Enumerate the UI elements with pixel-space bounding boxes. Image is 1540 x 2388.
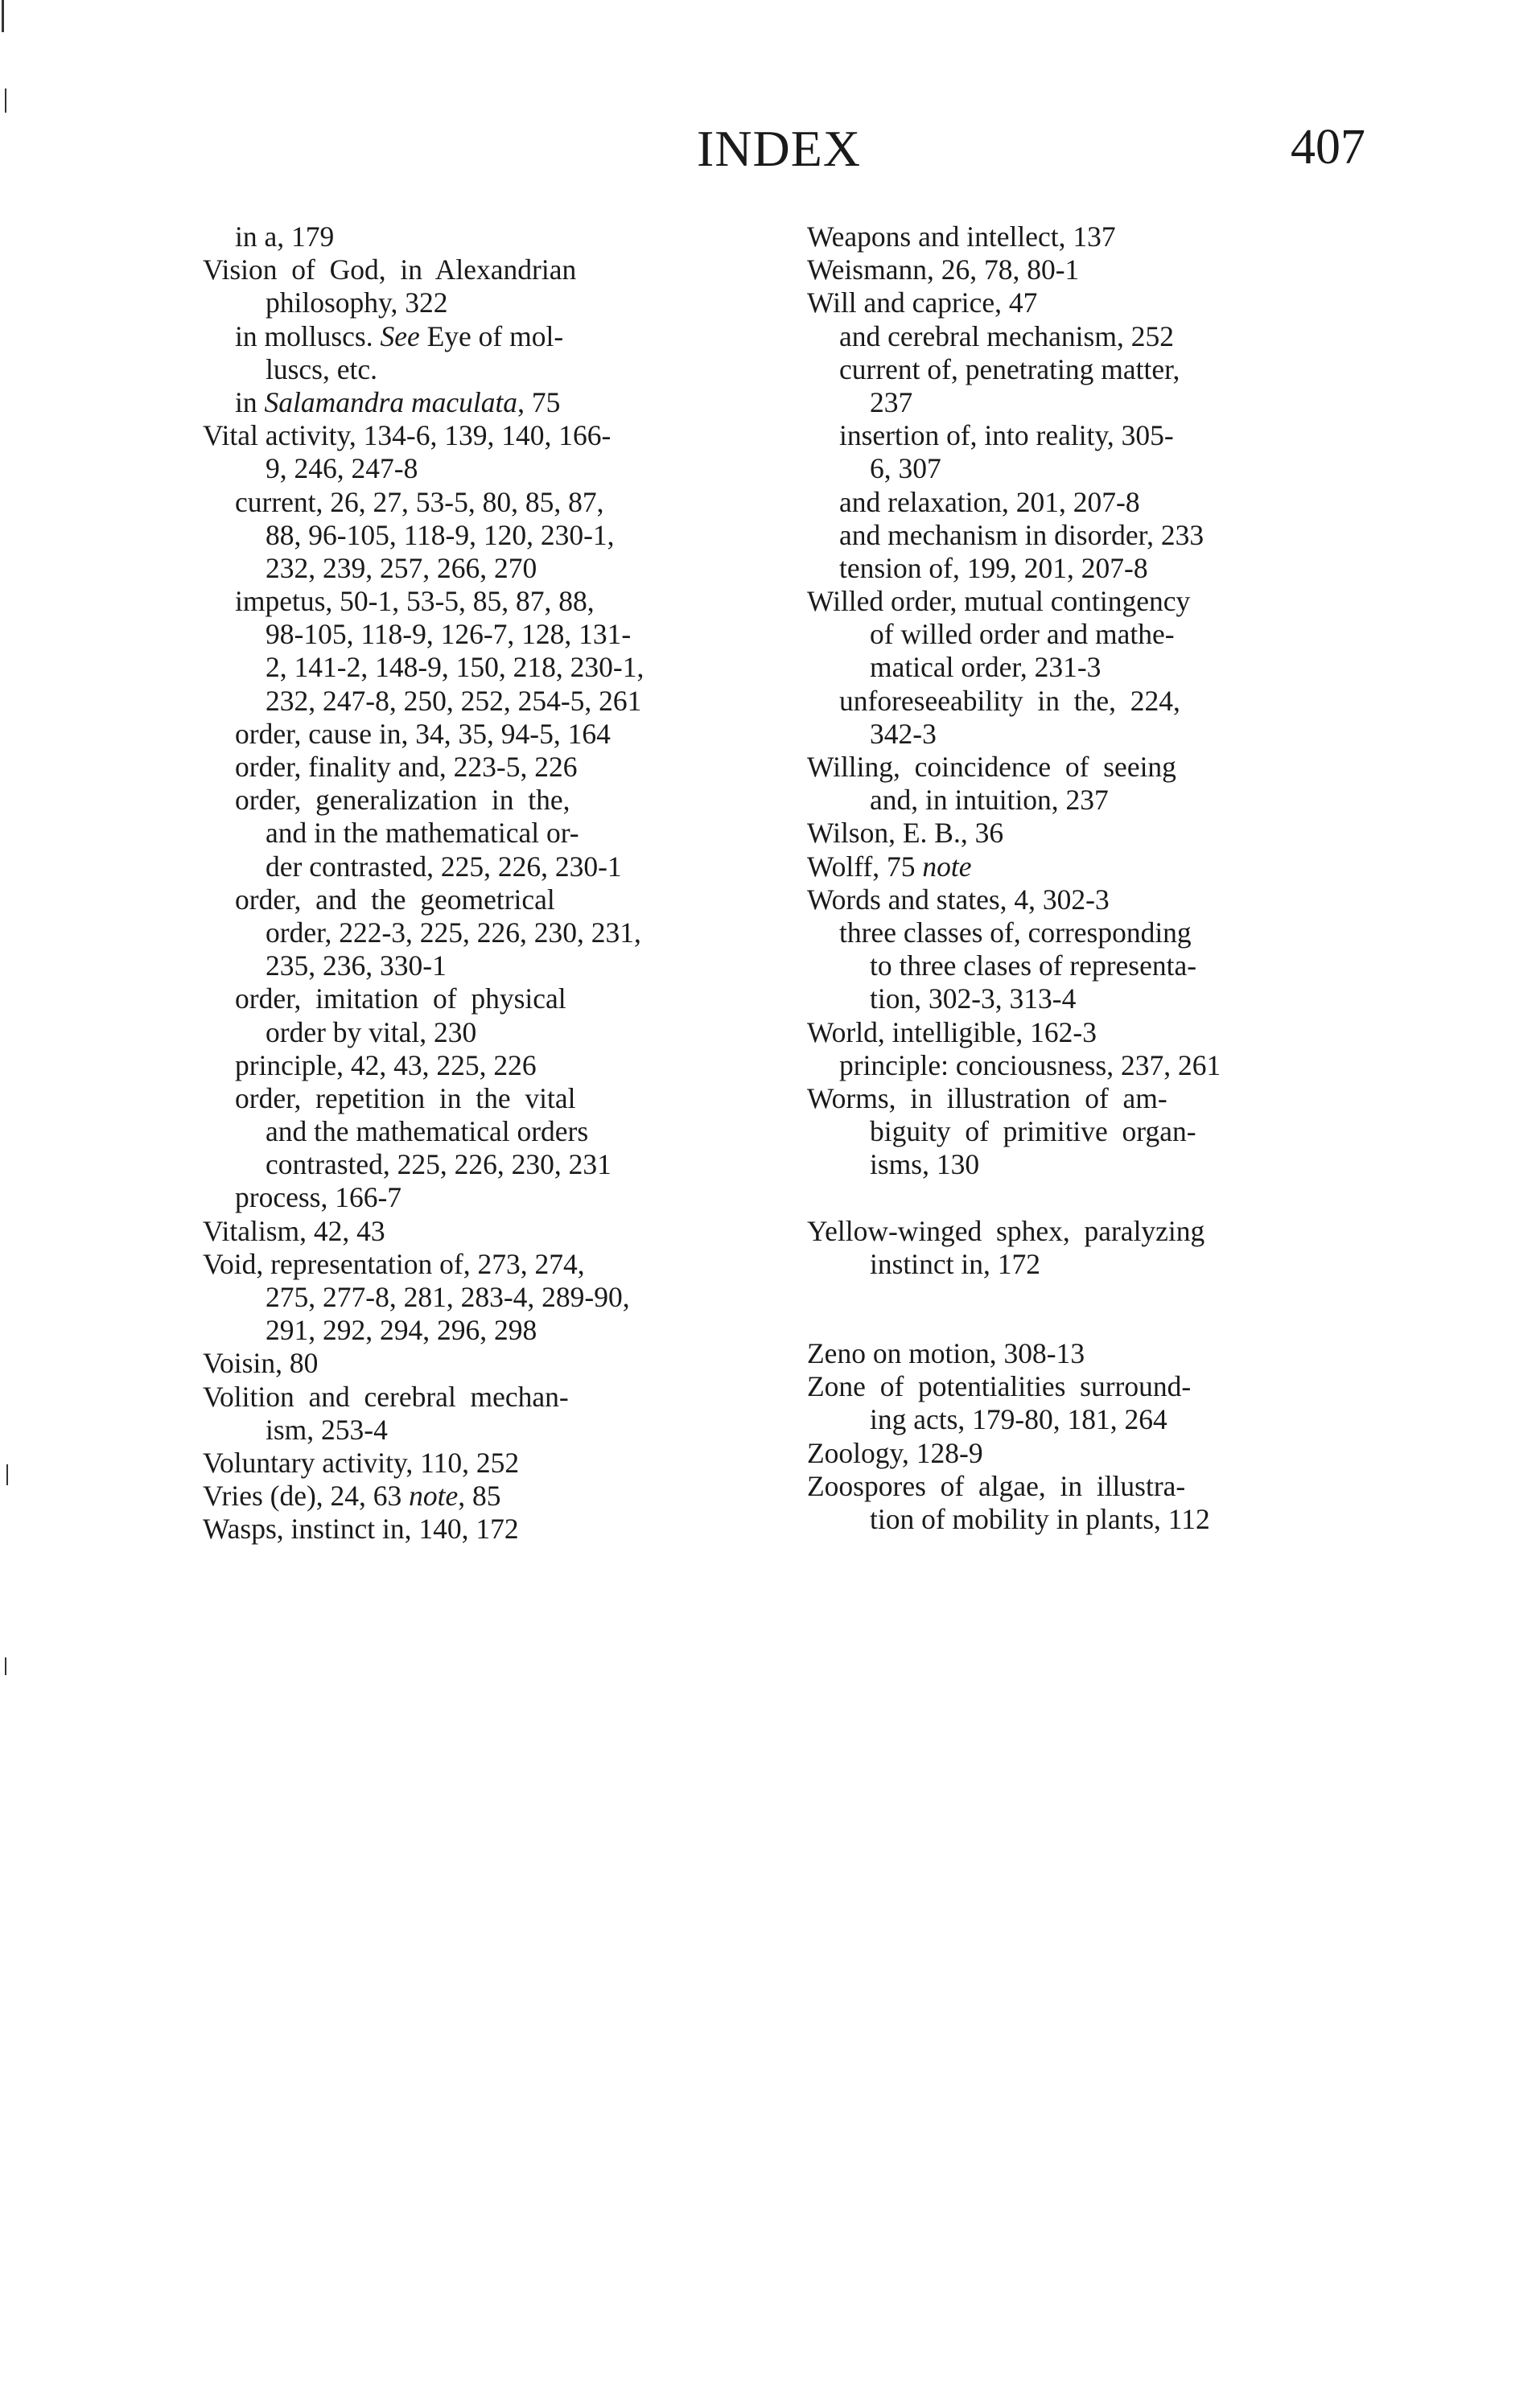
index-entry: Zoology, 128-9 — [807, 1436, 983, 1469]
index-continuation: 291, 292, 294, 296, 298 — [266, 1314, 537, 1347]
index-continuation: and the mathematical orders — [266, 1115, 589, 1148]
index-entry: Volition and cerebral mechan- — [203, 1380, 569, 1413]
index-entry: Zoospores of algae, in illustra- — [807, 1469, 1186, 1502]
index-continuation: 342-3 — [870, 717, 937, 750]
index-continuation: tion of mobility in plants, 112 — [870, 1502, 1210, 1535]
index-entry: Voluntary activity, 110, 252 — [203, 1446, 520, 1479]
index-subentry: current of, penetrating matter, — [839, 352, 1180, 385]
index-subentry: unforeseeability in the, 224, — [839, 684, 1180, 717]
index-subentry: order, finality and, 223-5, 226 — [235, 751, 578, 783]
index-entry: Willing, coincidence of seeing — [807, 751, 1176, 783]
index-entry: Wolff, 75 note — [807, 850, 972, 883]
index-continuation: ing acts, 179-80, 181, 264 — [870, 1403, 1167, 1436]
index-continuation: 6, 307 — [870, 452, 941, 485]
index-continuation: 275, 277-8, 281, 283-4, 289-90, — [266, 1281, 630, 1313]
index-continuation: and, in intuition, 237 — [870, 784, 1109, 817]
scan-edge-mark — [6, 1464, 8, 1485]
index-continuation: isms, 130 — [870, 1148, 980, 1181]
index-entry: Willed order, mutual contingency — [807, 585, 1191, 618]
index-subentry: order, generalization in the, — [235, 784, 570, 817]
index-entry: Words and states, 4, 302-3 — [807, 883, 1110, 916]
index-entry: World, intelligible, 162-3 — [807, 1015, 1097, 1048]
index-entry: Voisin, 80 — [203, 1347, 319, 1380]
index-continuation: 88, 96-105, 118-9, 120, 230-1, — [266, 518, 615, 551]
index-subentry: order, cause in, 34, 35, 94-5, 164 — [235, 717, 611, 750]
index-entry: Yellow-winged sphex, paralyzing — [807, 1214, 1205, 1247]
scan-edge-mark — [2, 0, 4, 32]
index-continuation: order by vital, 230 — [266, 1015, 477, 1048]
index-continuation: 232, 247-8, 250, 252, 254-5, 261 — [266, 684, 642, 717]
index-entry: Wilson, E. B., 36 — [807, 817, 1004, 850]
page-title: INDEX — [697, 120, 862, 177]
index-subentry: impetus, 50-1, 53-5, 85, 87, 88, — [235, 585, 595, 618]
index-subentry: principle, 42, 43, 225, 226 — [235, 1048, 537, 1081]
scan-edge-mark — [5, 1657, 6, 1675]
index-subentry: order, and the geometrical — [235, 883, 555, 916]
index-entry: Weapons and intellect, 137 — [807, 220, 1116, 253]
index-entry: Vital activity, 134-6, 139, 140, 166- — [203, 419, 611, 452]
index-subentry: in Salamandra maculata, 75 — [235, 385, 561, 418]
index-entry: Vitalism, 42, 43 — [203, 1214, 385, 1247]
index-continuation: contrasted, 225, 226, 230, 231 — [266, 1148, 611, 1181]
index-subentry: process, 166-7 — [235, 1181, 402, 1214]
index-continuation: 237 — [870, 385, 913, 418]
index-subentry: three classes of, corresponding — [839, 916, 1192, 949]
index-continuation: 9, 246, 247-8 — [266, 452, 418, 485]
index-continuation: biguity of primitive organ- — [870, 1115, 1196, 1148]
index-entry: Weismann, 26, 78, 80-1 — [807, 253, 1080, 286]
index-subentry: and cerebral mechanism, 252 — [839, 319, 1174, 352]
index-subentry: order, repetition in the vital — [235, 1081, 576, 1114]
index-entry: Will and caprice, 47 — [807, 286, 1038, 319]
index-entry: Wasps, instinct in, 140, 172 — [203, 1513, 519, 1546]
index-subentry: tension of, 199, 201, 207-8 — [839, 551, 1148, 584]
index-subentry: insertion of, into reality, 305- — [839, 419, 1174, 452]
index-continuation: luscs, etc. — [266, 352, 378, 385]
index-entry: Vries (de), 24, 63 note, 85 — [203, 1480, 501, 1513]
index-continuation: of willed order and mathe- — [870, 618, 1175, 651]
index-entry: Vision of God, in Alexandrian — [203, 253, 577, 286]
index-continuation: 235, 236, 330-1 — [266, 949, 447, 982]
scan-edge-mark — [5, 89, 6, 113]
index-continuation: ism, 253-4 — [266, 1413, 388, 1446]
index-continuation: 2, 141-2, 148-9, 150, 218, 230-1, — [266, 651, 644, 684]
index-entry: Void, representation of, 273, 274, — [203, 1247, 585, 1280]
index-continuation: philosophy, 322 — [266, 286, 448, 319]
index-continuation: tion, 302-3, 313-4 — [870, 982, 1077, 1015]
index-subentry: and mechanism in disorder, 233 — [839, 518, 1204, 551]
index-continuation: to three clases of representa- — [870, 949, 1197, 982]
index-column-right — [807, 220, 1386, 1536]
index-subentry: current, 26, 27, 53-5, 80, 85, 87, — [235, 485, 604, 518]
index-continuation: and in the mathematical or- — [266, 817, 579, 850]
index-continuation: matical order, 231-3 — [870, 651, 1101, 684]
index-continuation: 98-105, 118-9, 126-7, 128, 131- — [266, 618, 632, 651]
index-subentry: in a, 179 — [235, 220, 335, 253]
index-entry: Zeno on motion, 308-13 — [807, 1337, 1085, 1369]
index-entry: Zone of potentialities surround- — [807, 1370, 1192, 1403]
index-continuation: order, 222-3, 225, 226, 230, 231, — [266, 916, 641, 949]
page-number: 407 — [1291, 120, 1365, 175]
index-subentry: in molluscs. See Eye of mol- — [235, 319, 564, 352]
index-column-left — [203, 220, 766, 1546]
index-continuation: 232, 239, 257, 266, 270 — [266, 551, 537, 584]
index-subentry: principle: conciousness, 237, 261 — [839, 1048, 1221, 1081]
index-entry: Worms, in illustration of am- — [807, 1081, 1167, 1114]
section-gap — [807, 1281, 1386, 1337]
index-subentry: and relaxation, 201, 207-8 — [839, 485, 1140, 518]
index-continuation: instinct in, 172 — [870, 1247, 1041, 1280]
index-subentry: order, imitation of physical — [235, 982, 566, 1015]
section-gap — [807, 1181, 1386, 1214]
index-continuation: der contrasted, 225, 226, 230-1 — [266, 850, 622, 883]
